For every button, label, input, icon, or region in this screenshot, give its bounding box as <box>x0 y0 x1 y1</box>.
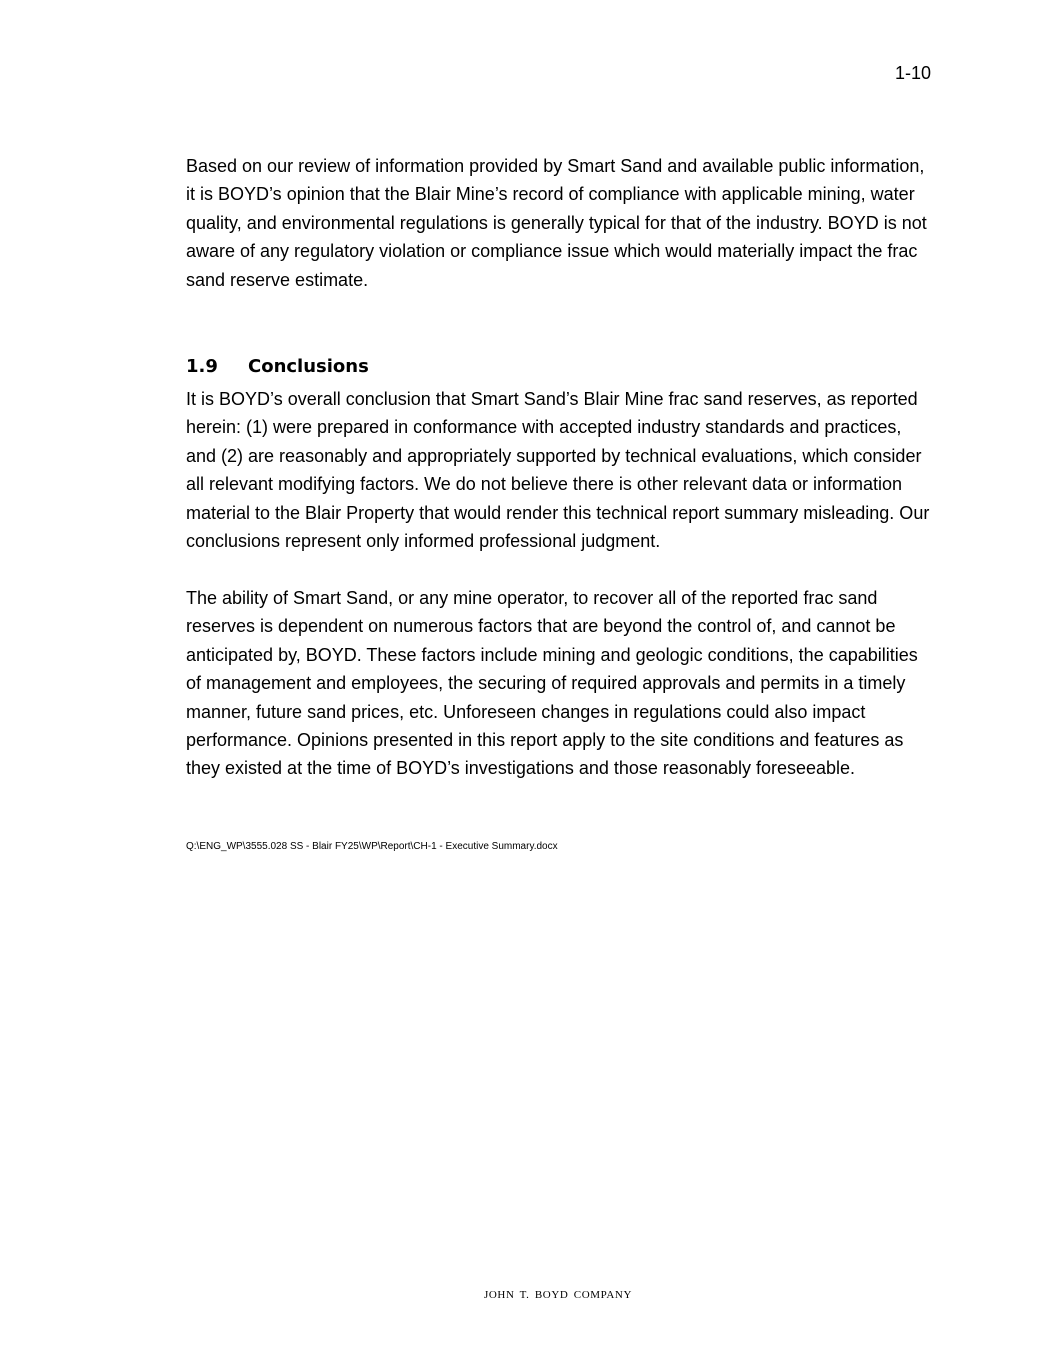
page-number: 1-10 <box>894 63 931 83</box>
section-heading <box>186 355 369 379</box>
intro-paragraph: Based on our review of information provided by Smart Sand and available public information, it is BOYD’s opinion that the Blair Mine’s record of compliance with applicable mining, water quality, and environmental regulations is generally typical for that of the industry. BOYD is not aware of any regulatory violation or compliance issue which would materially impact the frac sand reserve estimate. <box>186 156 927 290</box>
section-number: 1.9 <box>186 356 218 377</box>
footer-company-name: JOHN T. BOYD COMPANY <box>484 1289 632 1301</box>
section-title: Conclusions <box>248 356 369 377</box>
file-path: Q:\ENG_WP\3555.028 SS - Blair FY25\WP\Report\CH-1 - Executive Summary.docx <box>186 841 558 852</box>
conclusions-paragraph-2: The ability of Smart Sand, or any mine operator, to recover all of the reported frac sand reserves is dependent on numerous factors that are beyond the control of, and cannot be anticipated by, BOYD. These factors include mining and geologic conditions, the capabilities of management and employees, the securing of required approvals and permits in a timely manner, future sand prices, etc. Unforeseen changes in regulations could also impact performance. Opinions presented in this report apply to the site conditions and features as they existed at the time of BOYD’s investigations and those reasonably foreseeable. <box>186 588 918 779</box>
conclusions-paragraph-1: It is BOYD’s overall conclusion that Smart Sand’s Blair Mine frac sand reserves, as reported herein: (1) were prepared in conformance with accepted industry standards and practices, and (2) are reasonably and appropriately supported by technical evaluations, which consider all relevant modifying factors. We do not believe there is other relevant data or information material to the Blair Property that would render this technical report summary misleading. Our conclusions represent only informed professional judgment. <box>186 389 930 552</box>
